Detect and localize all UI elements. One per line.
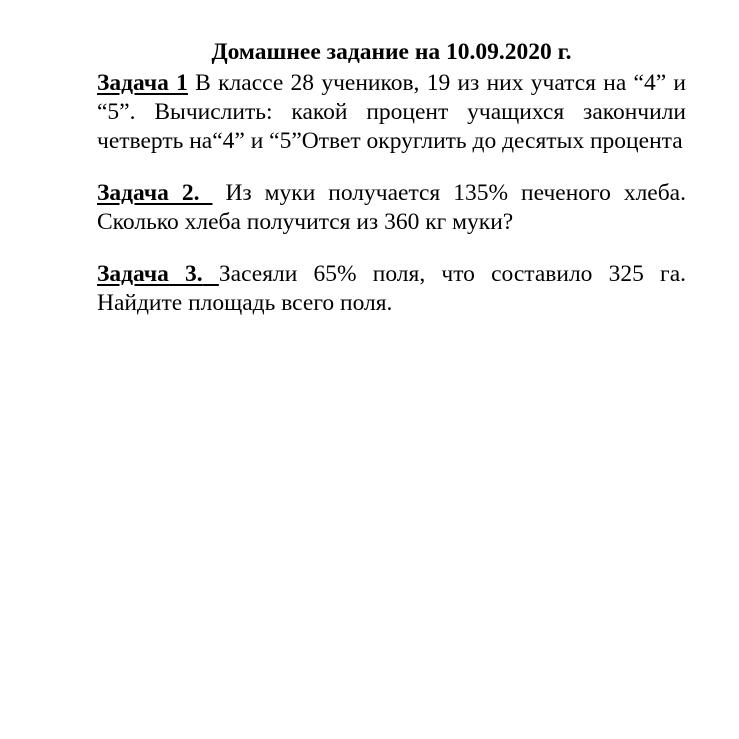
task-3-label: Задача 3. [97, 261, 203, 287]
task-1-label: Задача 1 [97, 70, 188, 96]
homework-document [97, 36, 686, 318]
document-title: Домашнее задание на 10.09.2020 г. [211, 39, 572, 65]
task-1 [97, 69, 686, 156]
task-2-text: Из муки получается 135% печеного хлеба. Сколько хлеба получится из 360 кг муки? [97, 180, 686, 235]
task-3-text: Засеяли 65% поля, что составило 325 га. Найдите площадь всего поля. [97, 261, 686, 316]
task-3 [97, 260, 686, 318]
task-1-text: В классе 28 учеников, 19 из них учатся на “4” и “5”. Вычислить: какой процент учащихся закончили четверть на“4” и “5”Ответ округлить до десятых процента [97, 70, 686, 154]
task-2-label: Задача 2. [97, 180, 200, 206]
task-2 [97, 179, 686, 237]
